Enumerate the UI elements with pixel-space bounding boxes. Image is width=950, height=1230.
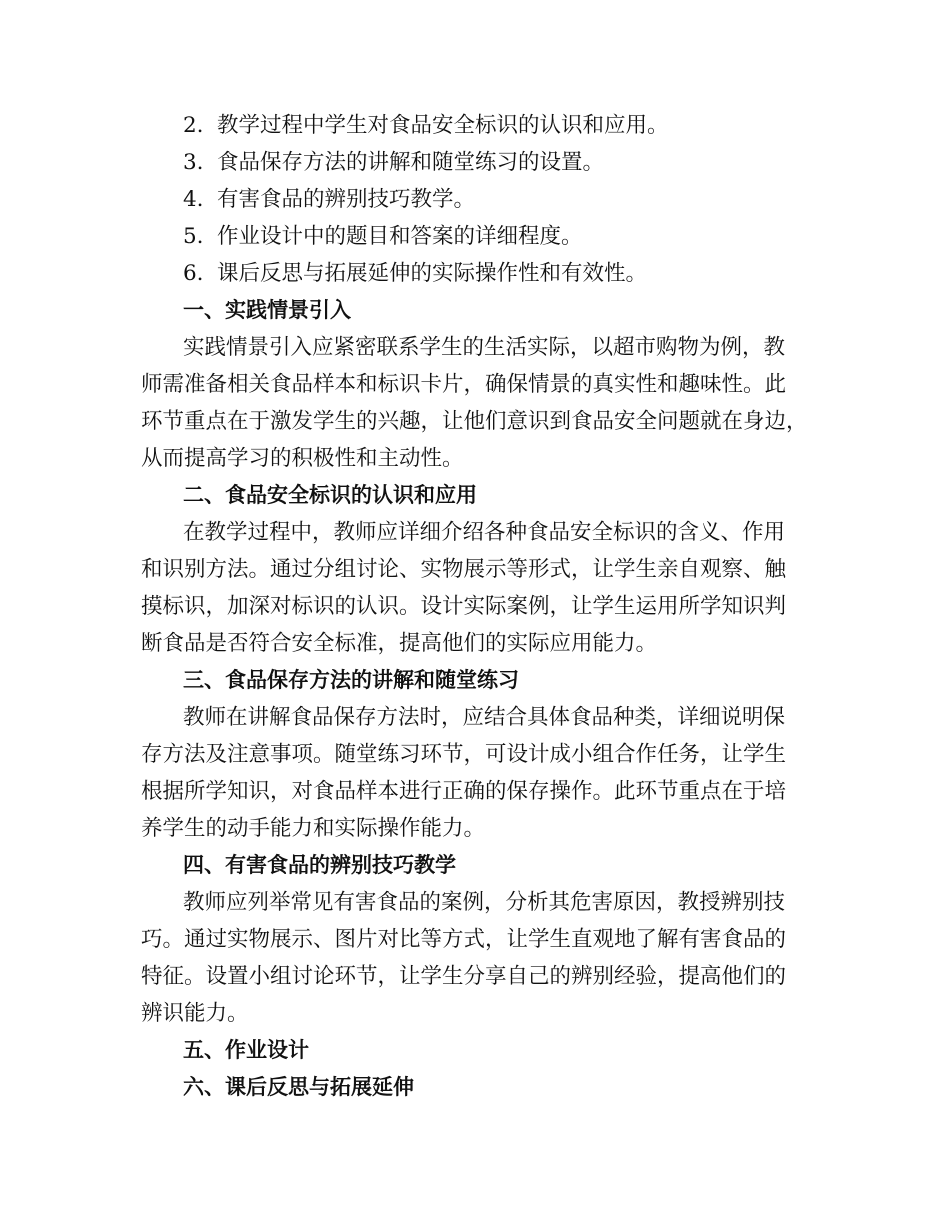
list-text: 课后反思与拓展延伸的实际操作性和有效性。 [217,261,648,286]
section-paragraph-2 [141,514,809,662]
paragraph-line: 和识别方法。通过分组讨论、实物展示等形式，让学生亲自观察、触 [141,557,787,582]
section-heading-4: 四、有害食品的辨别技巧教学 [183,853,456,877]
document-body [141,107,809,1106]
list-item [141,218,809,255]
list-text: 有害食品的辨别技巧教学。 [217,187,476,212]
list-text: 作业设计中的题目和答案的详细程度。 [217,224,583,249]
section-paragraph-1 [141,329,809,477]
paragraph-line: 教师在讲解食品保存方法时，应结合具体食品种类，详细说明保 [183,705,786,730]
paragraph-line: 巧。通过实物展示、图片对比等方式，让学生直观地了解有害食品的 [141,927,787,952]
list-item [141,181,809,218]
paragraph-line: 从而提高学习的积极性和主动性。 [141,446,464,471]
list-text: 食品保存方法的讲解和随堂练习的设置。 [217,150,605,175]
list-number: 3. [183,150,204,175]
review-points-list [141,107,809,292]
list-number: 4. [183,187,204,212]
list-text: 教学过程中学生对食品安全标识的认识和应用。 [217,113,669,138]
list-number: 5. [183,224,204,249]
paragraph-line: 存方法及注意事项。随堂练习环节，可设计成小组合作任务，让学生 [141,742,787,767]
list-number: 2. [183,113,204,138]
section-heading-3: 三、食品保存方法的讲解和随堂练习 [183,668,519,692]
paragraph-line: 断食品是否符合安全标准，提高他们的实际应用能力。 [141,631,658,656]
list-item [141,255,809,292]
paragraph-line: 在教学过程中，教师应详细介绍各种食品安全标识的含义、作用 [183,520,786,545]
list-item [141,144,809,181]
section-heading-2: 二、食品安全标识的认识和应用 [183,483,477,507]
section-heading-6: 六、课后反思与拓展延伸 [183,1075,414,1099]
paragraph-line: 师需准备相关食品样本和标识卡片，确保情景的真实性和趣味性。此 [141,372,787,397]
paragraph-line: 养学生的动手能力和实际操作能力。 [141,816,486,841]
paragraph-line: 特征。设置小组讨论环节，让学生分享自己的辨别经验，提高他们的 [141,964,787,989]
paragraph-line: 根据所学知识，对食品样本进行正确的保存操作。此环节重点在于培 [141,779,787,804]
paragraph-line: 摸标识，加深对标识的认识。设计实际案例，让学生运用所学知识判 [141,594,787,619]
section-paragraph-3 [141,699,809,847]
section-heading-1: 一、实践情景引入 [183,298,351,322]
list-number: 6. [183,261,204,286]
paragraph-line: 教师应列举常见有害食品的案例，分析其危害原因，教授辨别技 [183,890,786,915]
section-paragraph-4 [141,884,809,1032]
list-item [141,107,809,144]
section-heading-5: 五、作业设计 [183,1038,309,1062]
paragraph-line: 实践情景引入应紧密联系学生的生活实际，以超市购物为例，教 [183,335,786,360]
paragraph-line: 辨识能力。 [141,1001,249,1026]
paragraph-line: 环节重点在于激发学生的兴趣，让他们意识到食品安全问题就在身边， [141,409,808,434]
